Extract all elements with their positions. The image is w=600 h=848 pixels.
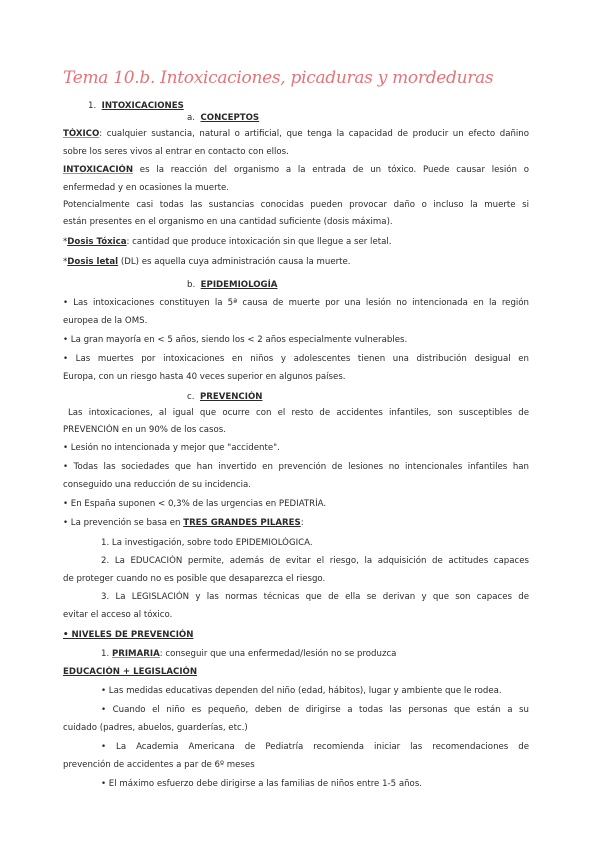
edu-leg-label: EDUCACIÓN + LEGISLACIÓN [63, 667, 198, 677]
term-tres-pilares: TRES GRANDES PILARES [183, 518, 301, 528]
section-heading-intoxicaciones [88, 100, 288, 112]
section-label: INTOXICACIONES [101, 101, 184, 111]
toxico-definition-line1 [63, 128, 529, 140]
intoxicacion-definition-line1 [63, 164, 529, 176]
prev-bullet-lesion: • Lesión no intencionada y mejor que "accidente". [63, 443, 280, 453]
edu-bullet3-line2: prevención de accidentes a par de 6º meses [63, 760, 255, 770]
subheading-prevencion [187, 391, 387, 403]
term-intoxicacion: INTOXICACIÓN [63, 165, 134, 175]
prev-bullet-sociedades-line2: conseguido una reducción de su incidencia. [63, 480, 252, 490]
pillar-3-line1: 3. La LEGISLACIÓN y las normas técnicas que de ella se derivan y que son capaces de [101, 592, 529, 602]
pillar-2-line2: de proteger cuando no es posible que desaparezca el riesgo. [63, 574, 326, 584]
pillar-1: 1. La investigación, sobre todo EPIDEMIOLÓGICA. [101, 538, 313, 548]
term-dosis-toxica: Dosis Tóxica [67, 237, 127, 247]
epi-bullet3-line2: Europa, con un riesgo hasta 40 veces superior en algunos países. [63, 372, 346, 382]
intoxicacion-definition-line2: enfermedad y en ocasiones la muerte. [63, 183, 230, 193]
intoxicacion-text: es la reacción del organismo a la entrada de un tóxico. Puede causar lesión o [133, 165, 529, 175]
prevencion-paragraph-line2: PREVENCIÓN en un 90% de los casos. [63, 425, 226, 435]
epi-bullet1-line1: • Las intoxicaciones constituyen la 5ª causa de muerte por una lesión no intencionada en la región [63, 298, 529, 308]
prev-bullet-espana: • En España suponen < 0,3% de las urgencias en PEDIATRÍA. [63, 499, 327, 509]
term-dosis-letal: Dosis letal [67, 257, 119, 267]
epi-bullet2: • La gran mayoría en < 5 años, siendo los < 2 años especialmente vulnerables. [63, 335, 408, 345]
term-toxico: TÓXICO [63, 129, 100, 139]
term-primaria: PRIMARIA [111, 649, 160, 659]
pilares-text: • La prevención se basa en [63, 518, 184, 528]
edu-bullet2-line2: cuidado (padres, abuelos, guarderías, etc.) [63, 723, 248, 733]
epi-bullet3-line1: • Las muertes por intoxicaciones en niños y adolescentes tienen una distribución desigual en [63, 354, 529, 364]
potencial-line1: Potencialmente casi todas las sustancias conocidas pueden provocar daño o incluso la muerte si [63, 200, 529, 210]
dosis-letal-text: (DL) es aquella cuya administración causa la muerte. [118, 257, 351, 267]
colon: : [300, 518, 304, 528]
primaria-text: : conseguir que una enfermedad/lesión no se produzca [159, 649, 397, 659]
subheading-letter: a. [187, 113, 195, 123]
prevencion-paragraph-line1: Las intoxicaciones, al igual que ocurre con el resto de accidentes infantiles, son susceptibles de [68, 408, 529, 418]
edu-bullet4: • El máximo esfuerzo debe dirigirse a las familias de niños entre 1-5 años. [101, 779, 423, 789]
subheading-label: EPIDEMIOLOGÍA [200, 280, 278, 290]
edu-bullet1: • Las medidas educativas dependen del niño (edad, hábitos), lugar y ambiente que le rodea. [101, 686, 502, 696]
prev-bullet-pilares [63, 517, 529, 529]
subheading-letter: b. [187, 280, 196, 290]
prev-bullet-sociedades-line1: • Todas las sociedades que han invertido en prevención de lesiones no intencionales infantiles han [63, 462, 529, 472]
pillar-2-line1: 2. La EDUCACIÓN permite, además de evitar el riesgo, la adquisición de actitudes capaces [101, 556, 529, 566]
asterisk: * [63, 257, 68, 267]
subheading-epidemiologia [187, 279, 387, 291]
edu-bullet2-line1: • Cuando el niño es pequeño, deben de dirigirse a todas las personas que están a su [101, 705, 529, 715]
subheading-letter: c. [187, 392, 195, 402]
potencial-line2: están presentes en el organismo en una cantidad suficiente (dosis máxima). [63, 217, 393, 227]
subheading-conceptos [187, 112, 387, 124]
primaria-number: 1. [101, 649, 112, 659]
subheading-label: PREVENCIÓN [199, 392, 263, 402]
toxico-definition-line2: sobre los seres vivos al entrar en contacto con ellos. [63, 147, 289, 157]
page-title: Tema 10.b. Intoxicaciones, picaduras y mordeduras [63, 68, 494, 88]
epi-bullet1-line2: europea de la OMS. [63, 316, 148, 326]
dosis-toxica-line [63, 236, 529, 248]
pillar-3-line2: evitar el acceso al tóxico. [63, 610, 173, 620]
niveles-label: • NIVELES DE PREVENCIÓN [63, 630, 194, 640]
asterisk: * [63, 237, 68, 247]
toxico-text: : cualquier sustancia, natural o artificial, que tenga la capacidad de producir un efecto dañino [99, 129, 529, 139]
dosis-toxica-text: : cantidad que produce intoxicación sin que llegue a ser letal. [126, 237, 392, 247]
nivel-primaria [101, 648, 529, 660]
edu-bullet3-line1: • La Academia Americana de Pediatría recomienda iniciar las recomendaciones de [101, 742, 529, 752]
niveles-prevencion-heading [63, 629, 529, 641]
dosis-letal-line [63, 256, 529, 268]
section-number: 1. [88, 101, 97, 111]
subheading-label: CONCEPTOS [200, 113, 260, 123]
educacion-legislacion-heading [63, 666, 529, 678]
